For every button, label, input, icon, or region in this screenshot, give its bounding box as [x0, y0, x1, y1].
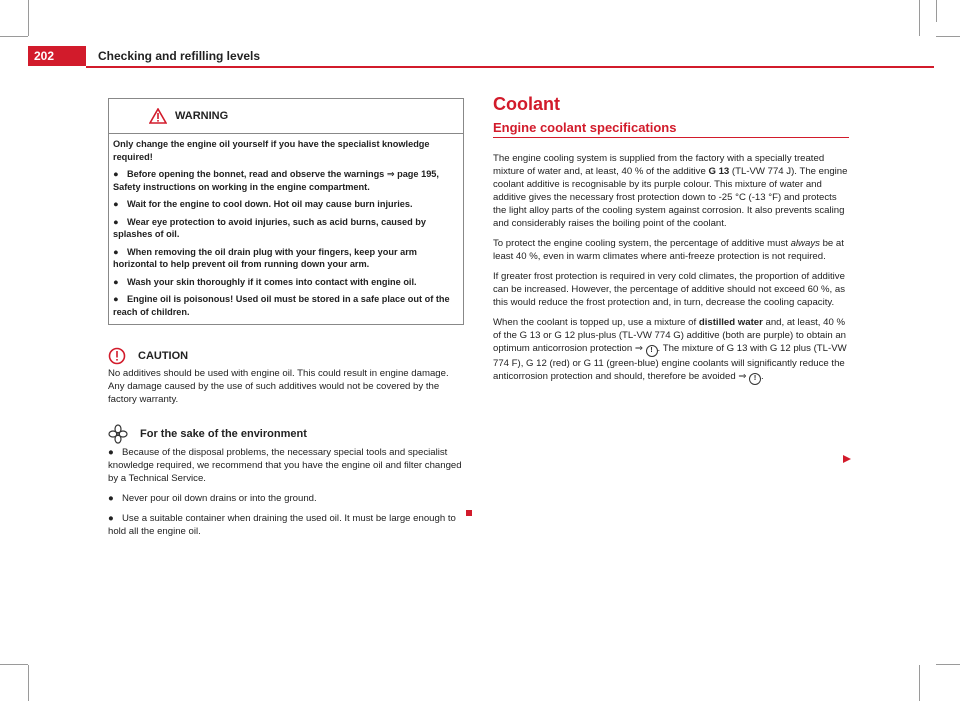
environment-flower-icon [108, 424, 128, 444]
header-rule [86, 66, 934, 68]
crop-mark [0, 36, 28, 37]
warning-item: ● Wait for the engine to cool down. Hot oil may cause burn injuries. [113, 199, 413, 209]
crop-mark [0, 664, 28, 665]
crop-mark [936, 0, 937, 22]
warning-item: ● Before opening the bonnet, read and observe the warnings ⇒ page 195, Safety instructions on working in the engine compartment. [113, 169, 439, 192]
environment-item: ● Use a suitable container when draining the used oil. It must be large enough to hold all the engine oil. [108, 513, 456, 537]
coolant-paragraph: The engine cooling system is supplied from the factory with a specially treated mixture of water and, at least, 40 % of the additive G 13 (TL-VW 774 J). The engine coolant additive is recognisable by its purple colour. This mixture of water and additive gives the necessary frost protection down to -25 °C (-13 °F) and protects the light alloy parts of the cooling system against corrosion. It also prevents scaling and considerably raises the boiling point of the coolant. [493, 153, 848, 229]
right-column [493, 94, 849, 392]
environment-label: For the sake of the environment [140, 427, 307, 440]
environment-item: ● Never pour oil down drains or into the ground. [108, 493, 317, 504]
caution-ref-icon[interactable]: ! [646, 345, 658, 357]
warning-intro: Only change the engine oil yourself if you have the specialist knowledge required! [113, 139, 430, 162]
caution-ref-icon[interactable]: ! [749, 373, 761, 385]
caution-circle-icon [108, 347, 126, 365]
environment-item: ● Because of the disposal problems, the necessary special tools and specialist knowledge required, we recommend that you have the engine oil and filter changed by a Technical Service. [108, 447, 462, 484]
warning-item: ● Wear eye protection to avoid injuries, such as acid burns, caused by splashes of oil. [113, 216, 427, 239]
crop-mark [28, 665, 29, 701]
coolant-paragraph: When the coolant is topped up, use a mixture of distilled water and, at least, 40 % of the G 13 or G 12 plus-plus (TL-VW 774 G) additive (both are purple) to obtain an optimum anticorrosion protection ⇒ ! . The mixture of G 13 with G 12 plus (TL-VW 774 F), G 12 (red) or G 11 (green-blue) engine coolants will significantly reduce the anticorrosion protection and should, therefore be avoided ⇒ ! . [493, 316, 849, 385]
environment-section [108, 424, 464, 538]
warning-item: ● When removing the oil drain plug with your fingers, keep your arm horizontal to help prevent oil from running down your arm. [113, 246, 417, 269]
page-number: 202 [28, 46, 86, 66]
continue-arrow-icon [842, 454, 852, 464]
crop-mark [919, 665, 920, 701]
crop-mark [919, 0, 920, 36]
coolant-paragraph: To protect the engine cooling system, the percentage of additive must always be at least 40 %, even in warm climates where anti-freeze protection is not required. [493, 238, 844, 262]
crop-mark [936, 664, 960, 665]
warning-label: WARNING [175, 109, 229, 122]
caution-text: No additives should be used with engine oil. This could result in engine damage. Any damage caused by the use of such additives would not be covered by the factory warranty. [108, 368, 449, 405]
section-end-marker [466, 510, 472, 516]
crop-mark [28, 0, 29, 36]
warning-triangle-icon [149, 108, 167, 124]
warning-header [109, 99, 463, 134]
warning-body [109, 134, 463, 324]
coolant-paragraph: If greater frost protection is required in very cold climates, the proportion of additive can be increased. However, the percentage of additive should not exceed 60 %, as this would reduce the frost protection and, in turn, decrease the cooling capacity. [493, 271, 845, 308]
warning-box [108, 98, 464, 325]
caution-label: CAUTION [138, 349, 189, 362]
crop-mark [936, 36, 960, 37]
section-title: Coolant [493, 94, 560, 114]
warning-item: ● Wash your skin thoroughly if it comes into contact with engine oil. [113, 276, 417, 287]
caution-header [108, 347, 464, 365]
left-column [108, 98, 464, 545]
subsection-title: Engine coolant specifications [493, 121, 849, 138]
caution-section [108, 347, 464, 406]
warning-item: ● Engine oil is poisonous! Used oil must be stored in a safe place out of the reach of children. [113, 294, 450, 317]
environment-header [108, 424, 464, 444]
page-title: Checking and refilling levels [98, 49, 261, 63]
